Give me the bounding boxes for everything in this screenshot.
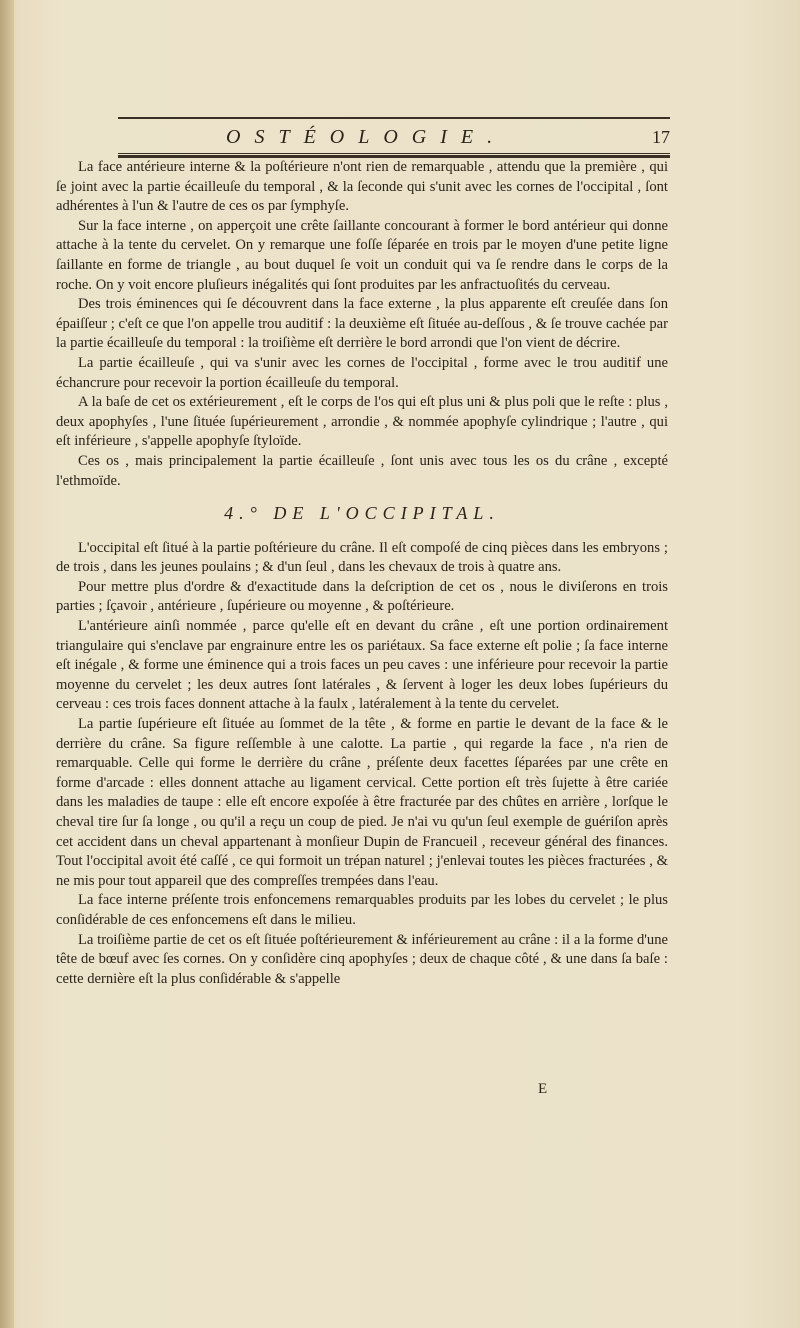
paragraph: La face interne préſente trois enfoncemens remarquables produits par les lobes du cervelet ; le plus conſidérable de ces enfoncemens eſt dans le milieu. <box>56 892 668 928</box>
paragraph: L'antérieure ainſi nommée , parce qu'elle eſt en devant du crâne , eſt une portion ordinairement triangulaire qui s'enclave par engrainure entre les os pariétaux. Sa face externe eſt polie ; ſa face interne eſt inégale , & forme une éminence qui a trois faces un peu caves : une inférieure pour recevoir la partie moyenne du cervelet ; les deux autres ſont latérales , & ſervent à loger les deux lobes ſupérieurs du cerveau : ces trois faces donnent attache à la faulx , latéralement à la tente du cervelet. <box>56 618 668 713</box>
paragraph: La face antérieure interne & la poſtérieure n'ont rien de remarquable , attendu que la première , qui ſe joint avec la partie écailleuſe du temporal , & la ſeconde qui s'unit avec les cornes de l'occipital , ſont adhérentes à l'un & l'autre de ces os par ſymphyſe. <box>56 159 668 215</box>
paragraph: Sur la face interne , on apperçoit une crête ſaillante concourant à former le bord antérieur qui donne attache à la tente du cervelet. On y remarque une foſſe ſéparée en trois par le moyen d'une petite ligne ſaillante en forme de triangle , au bout duquel ſe voit un conduit qui va ſe rendre dans le corps de la roche. On y voit encore pluſieurs inégalités qui ſont produites par les anfractuoſités du cerveau. <box>56 217 668 293</box>
paragraph: Des trois éminences qui ſe découvrent dans la face externe , la plus apparente eſt creuſée dans ſon épaiſſeur ; c'eſt ce que l'on appelle trou auditif : la deuxième eſt ſituée au-deſſous , & ſe trouve cachée par la partie écailleuſe du temporal : la troiſième eſt derrière le bord arrondi que l'on vient de décrire. <box>56 296 668 352</box>
paragraph: Pour mettre plus d'ordre & d'exactitude dans la deſcription de cet os , nous le diviſerons en trois parties ; ſçavoir , antérieure , ſupérieure ou moyenne , & poſtérieure. <box>56 578 668 615</box>
body-text <box>56 158 668 989</box>
paragraph: Ces os , mais principalement la partie écailleuſe , ſont unis avec tous les os du crâne , excepté l'ethmoïde. <box>56 452 668 489</box>
header-rule-thin <box>118 153 670 154</box>
paragraph: La partie ſupérieure eſt ſituée au ſommet de la tête , & forme en partie le devant de la face & le derrière du crâne. Sa figure reſſemble à une calotte. La partie , qui regarde la face , n'a rien de remarquable. Celle qui forme le derrière du crâne , préſente deux facettes ſéparées par une crête en forme d'arcade : elles donnent attache au ligament cervical. Cette portion eſt très ſujette à être cariée dans les maladies de taupe : elle eſt encore expoſée à être fracturée par des chûtes en arrière , lorſque le cheval tire ſur ſa longe , ou qu'il a reçu un coup de pied. Je n'ai vu qu'un ſeul exemple de guériſon après cet accident dans un cheval appartenant à monſieur Dupin de Francueil , receveur général des finances. Tout l'occipital avoit été caſſé , ce qui formoit un trépan naturel ; j'enlevai toutes les pièces fracturées , & ne mis pour tout appareil que des compreſſes trempées dans l'eau. <box>56 716 668 889</box>
paragraph: La troiſième partie de cet os eſt ſituée poſtérieurement & inférieurement au crâne : il a la forme d'une tête de bœuf avec ſes cornes. On y conſidère cinq apophyſes ; deux de chaque côté , & une dans ſa baſe : cette dernière eſt la plus conſidérable & s'appelle <box>56 931 668 987</box>
section-heading: 4.° DE L'OCCIPITAL. <box>224 503 500 524</box>
paragraph: A la baſe de cet os extérieurement , eſt le corps de l'os qui eſt plus uni & plus poli que le reſte : plus , deux apophyſes , l'une ſituée ſupérieurement , arrondie , & nommée apophyſe cylindrique ; l'autre , qui eſt inférieure , s'appelle apophyſe ſtyloïde. <box>56 394 668 450</box>
page-number: 17 <box>652 127 670 147</box>
catchword: E <box>538 1081 548 1097</box>
page-spine-shadow <box>0 0 14 1328</box>
header-rule-top <box>118 117 670 119</box>
running-title: OSTÉOLOGIE. <box>226 126 507 148</box>
paragraph: La partie écailleuſe , qui va s'unir avec les cornes de l'occipital , forme avec le trou auditif une échancrure pour recevoir la portion écailleuſe du temporal. <box>56 354 668 391</box>
paragraph: L'occipital eſt ſitué à la partie poſtérieure du crâne. Il eſt compoſé de cinq pièces dans les embryons ; de trois , dans les jeunes poulains ; & d'un ſeul , dans les chevaux de trois à quatre ans. <box>56 539 668 576</box>
page-header <box>118 126 670 152</box>
